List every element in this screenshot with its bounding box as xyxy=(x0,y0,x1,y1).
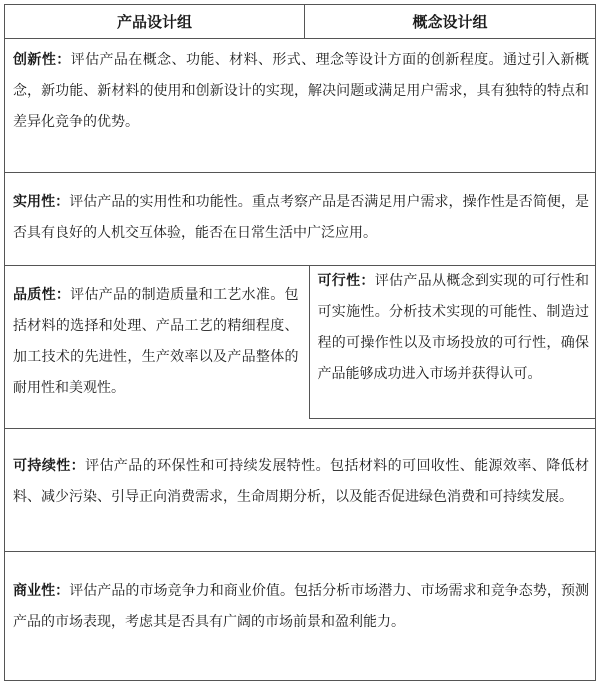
row-practicality xyxy=(5,173,596,266)
header-row xyxy=(5,5,596,39)
feasibility-cell xyxy=(305,266,596,429)
practicality-cell xyxy=(5,173,596,266)
commercial-text: 评估产品的市场竞争力和商业价值。包括分析市场潜力、市场需求和竞争态势，预测产品的市场表现，考虑其是否具有广阔的市场前景和盈利能力。 xyxy=(13,583,590,630)
feasibility-label: 可行性： xyxy=(317,273,375,289)
practicality-label: 实用性： xyxy=(13,194,70,210)
innovation-label: 创新性： xyxy=(13,52,71,68)
feasibility-text: 评估产品从概念到实现的可行性和可实施性。分析技术实现的可能性、制造过程的可操作性以及市场投放的可行性，确保产品能够成功进入市场并获得认可。 xyxy=(317,273,590,382)
innovation-paragraph xyxy=(5,39,595,138)
quality-text: 评估产品的制造质量和工艺水准。包括材料的选择和处理、产品工艺的精细程度、加工技术的先进性，生产效率以及产品整体的耐用性和美观性。 xyxy=(13,287,299,396)
innovation-cell xyxy=(5,39,596,173)
commercial-cell xyxy=(5,552,596,681)
commercial-label: 商业性： xyxy=(13,583,70,599)
row-innovation xyxy=(5,39,596,173)
sustainability-label: 可持续性： xyxy=(13,458,86,474)
feasibility-box xyxy=(309,266,596,419)
quality-label: 品质性： xyxy=(13,287,71,303)
criteria-table-page xyxy=(4,4,595,681)
header-product-group: 产品设计组 xyxy=(5,5,305,39)
sustainability-text: 评估产品的环保性和可持续发展特性。包括材料的可回收性、能源效率、降低材料、减少污染、引导正向消费需求，生命周期分析，以及能否促进绿色消费和可持续发展。 xyxy=(13,458,590,505)
sustainability-cell xyxy=(5,429,596,552)
sustainability-paragraph xyxy=(5,429,595,513)
criteria-table xyxy=(4,4,596,681)
row-quality-feasibility xyxy=(5,266,596,429)
quality-paragraph xyxy=(5,266,305,404)
innovation-text: 评估产品在概念、功能、材料、形式、理念等设计方面的创新程度。通过引入新概念，新功能、新材料的使用和创新设计的实现，解决问题或满足用户需求，具有独特的特点和差异化竞争的优势。 xyxy=(13,52,590,130)
practicality-paragraph xyxy=(5,173,595,249)
practicality-text: 评估产品的实用性和功能性。重点考察产品是否满足用户需求，操作性是否简便，是否具有良好的人机交互体验，能否在日常生活中广泛应用。 xyxy=(13,194,590,241)
quality-cell xyxy=(5,266,305,429)
row-commercial xyxy=(5,552,596,681)
row-sustainability xyxy=(5,429,596,552)
feasibility-paragraph xyxy=(310,266,596,390)
commercial-paragraph xyxy=(5,552,595,638)
header-concept-group: 概念设计组 xyxy=(305,5,596,39)
